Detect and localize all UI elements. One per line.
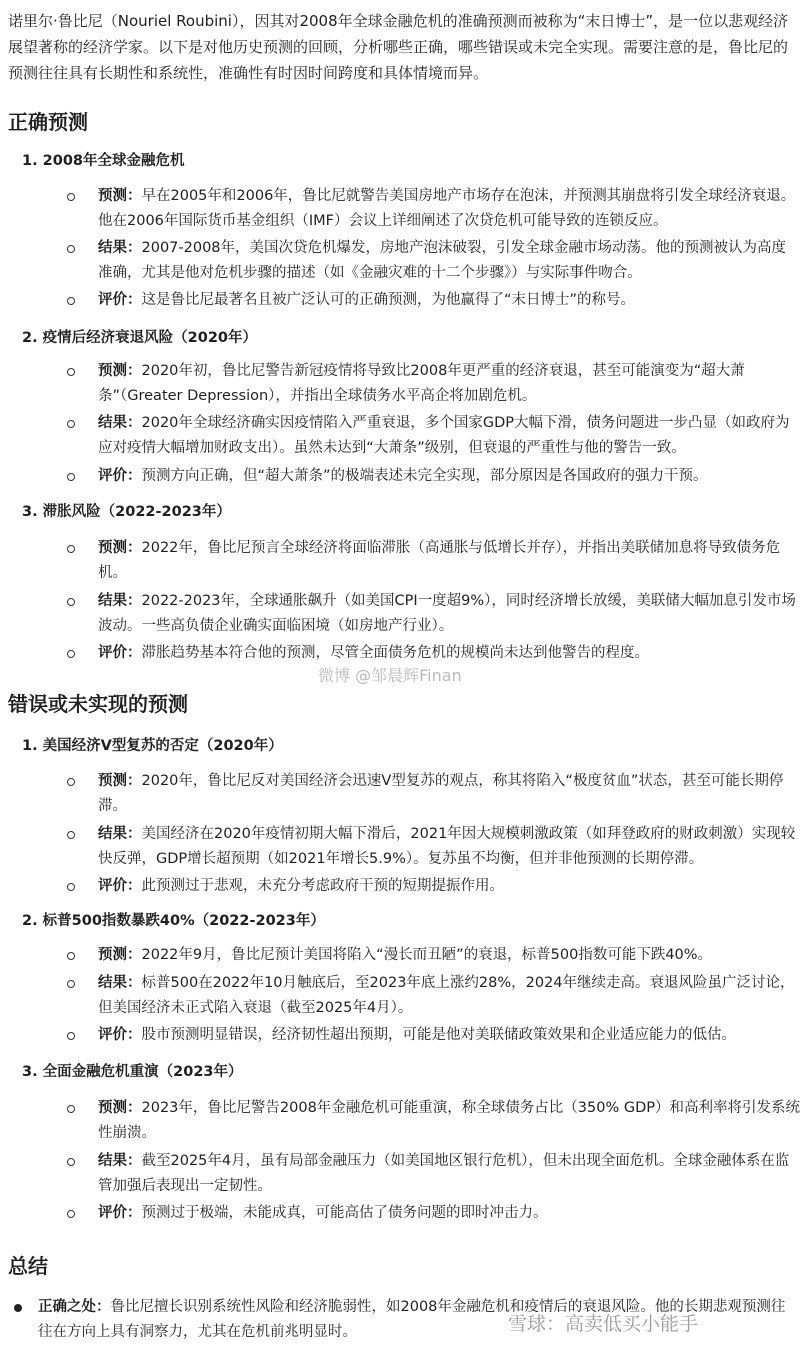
section-heading-correct: 正确预测: [8, 110, 88, 134]
summary-label: 正确之处：: [38, 1299, 111, 1315]
label-result: 结果：: [98, 415, 142, 431]
item-title: 2. 疫情后经济衰退风险（2020年）: [22, 330, 258, 346]
bullet-prediction: [98, 359, 788, 409]
bullet-evaluation: [98, 1023, 800, 1048]
bullet-text: 预测方向正确，但“超大萧条”的极端表述未完全实现，部分原因是各国政府的强力干预。: [141, 468, 708, 484]
bullet-prediction: [98, 184, 800, 234]
bullet-text: 这是鲁比尼最著名且被广泛认可的正确预测，为他赢得了“末日博士”的称号。: [141, 292, 636, 308]
label-evaluation: 评价：: [98, 878, 142, 894]
item-title: 1. 美国经济V型复苏的否定（2020年）: [22, 738, 283, 754]
bullet-prediction: [98, 1096, 800, 1146]
label-prediction: 预测：: [98, 363, 142, 379]
label-evaluation: 评价：: [98, 292, 142, 308]
bullet-result: [98, 971, 800, 1021]
bullet-result: [98, 236, 800, 286]
bullet-text: 2022年，鲁比尼预言全球经济将面临滞胀（高通胀与低增长并存），并指出美联储加息将导致债务危机。: [98, 540, 781, 581]
label-evaluation: 评价：: [98, 468, 142, 484]
bullet-prediction: [98, 769, 800, 819]
bullet-text: 2007-2008年，美国次贷危机爆发，房地产泡沫破裂，引发全球金融市场动荡。他的预测被认为高度准确，尤其是他对危机步骤的描述（如《金融灾难的十二个步骤》）与实际事件吻合。: [98, 240, 787, 281]
bullet-text: 2022年9月，鲁比尼预计美国将陷入“漫长而丑陋”的衰退，标普500指数可能下跌40%。: [141, 947, 713, 963]
bullet-text: 预测过于极端，未能成真，可能高估了债务问题的即时冲击力。: [141, 1205, 548, 1221]
label-result: 结果：: [98, 240, 142, 256]
label-prediction: 预测：: [98, 540, 142, 556]
bullet-text: 2020年，鲁比尼反对美国经济会迅速V型复苏的观点，称其将陷入“极度贫血”状态，甚至可能长期停滞。: [98, 773, 784, 814]
weibo-watermark: 微博 @邹晨辉Finan: [318, 666, 462, 685]
label-evaluation: 评价：: [98, 645, 142, 661]
bullet-text: 美国经济在2020年疫情初期大幅下滑后，2021年因大规模刺激政策（如拜登政府的财政刺激）实现较快反弹，GDP增长超预期（如2021年增长5.9%）。复苏虽不均衡，但并非他预测的长期停滞。: [98, 826, 796, 867]
label-evaluation: 评价：: [98, 1027, 142, 1043]
bullet-text: 此预测过于悲观，未充分考虑政府干预的短期提振作用。: [141, 878, 504, 894]
label-result: 结果：: [98, 1153, 142, 1169]
xueqiu-watermark: 雪球：高卖低买小能手: [508, 1313, 699, 1335]
bullet-result: [98, 822, 800, 872]
bullet-evaluation: [98, 874, 800, 899]
bullet-text: 2023年，鲁比尼警告2008年金融危机可能重演，称全球债务占比（350% GDP）和高利率将引发系统性崩溃。: [98, 1100, 800, 1141]
bullet-text: 鲁比尼擅长识别系统性风险和经济脆弱性，如2008年金融危机和疫情后的衰退风险。他的长期悲观预测往往在方向上具有洞察力，尤其在危机前兆明显时。: [38, 1299, 786, 1340]
bullet-result: [98, 589, 800, 639]
bullet-text: 早在2005年和2006年，鲁比尼就警告美国房地产市场存在泡沫，并预测其崩盘将引发全球经济衰退。他在2006年国际货币基金组织（IMF）会议上详细阐述了次贷危机可能导致的连锁反应。: [98, 188, 796, 229]
item-title: 1. 2008年全球金融危机: [22, 153, 185, 169]
bullet-evaluation: [98, 288, 800, 313]
bullet-text: 股市预测明显错误，经济韧性超出预期，可能是他对美联储政策效果和企业适应能力的低估。: [141, 1027, 736, 1043]
bullet-evaluation: [98, 1201, 800, 1226]
section-heading-wrong: 错误或未实现的预测: [8, 692, 188, 716]
bullet-evaluation: [98, 464, 800, 489]
label-result: 结果：: [98, 593, 142, 609]
bullet-text: 滞胀趋势基本符合他的预测，尽管全面债务危机的规模尚未达到他警告的程度。: [141, 645, 649, 661]
bullet-text: 2022-2023年，全球通胀飙升（如美国CPI一度超9%），同时经济增长放缓，美联储大幅加息引发市场波动。一些高负债企业确实面临困境（如房地产行业）。: [98, 593, 796, 634]
intro-paragraph: 诺里尔·鲁比尼（Nouriel Roubini），因其对2008年全球金融危机的准确预测而被称为“末日博士”，是一位以悲观经济展望著称的经济学家。以下是对他历史预测的回顾，分析哪些正确，哪些错误或未完全实现。需要注意的是，鲁比尼的预测往往具有长期性和系统性，准确性有时因时间跨度和具体情境而异。: [8, 12, 789, 82]
label-prediction: 预测：: [98, 947, 142, 963]
bullet-result: [98, 411, 800, 461]
label-prediction: 预测：: [98, 1100, 142, 1116]
bullet-text: 截至2025年4月，虽有局部金融压力（如美国地区银行危机），但未出现全面危机。全球金融体系在监管加强后表现出一定韧性。: [98, 1153, 790, 1194]
bullet-text: 2020年初，鲁比尼警告新冠疫情将导致比2008年更严重的经济衰退，甚至可能演变为“超大萧条”（Greater Depression），并指出全球债务水平高企将加剧危机。: [98, 363, 745, 404]
label-prediction: 预测：: [98, 773, 142, 789]
item-title: 2. 标普500指数暴跌40%（2022-2023年）: [22, 913, 325, 929]
label-prediction: 预测：: [98, 188, 142, 204]
bullet-text: 2020年全球经济确实因疫情陷入严重衰退，多个国家GDP大幅下滑，债务问题进一步凸显（如政府为应对疫情大幅增加财政支出）。虽然未达到“大萧条”级别，但衰退的严重性与他的警告一致。: [98, 415, 790, 456]
item-title: 3. 全面金融危机重演（2023年）: [22, 1064, 243, 1080]
label-result: 结果：: [98, 975, 142, 991]
bullet-text: 标普500在2022年10月触底后，至2023年底上涨约28%，2024年继续走高。衰退风险虽广泛讨论，但美国经济未正式陷入衰退（截至2025年4月）。: [98, 975, 795, 1016]
bullet-prediction: [98, 536, 800, 586]
section-heading-summary: 总结: [8, 1254, 48, 1278]
label-result: 结果：: [98, 826, 142, 842]
label-evaluation: 评价：: [98, 1205, 142, 1221]
item-title: 3. 滞胀风险（2022-2023年）: [22, 504, 231, 520]
bullet-prediction: [98, 943, 800, 968]
bullet-result: [98, 1149, 800, 1199]
